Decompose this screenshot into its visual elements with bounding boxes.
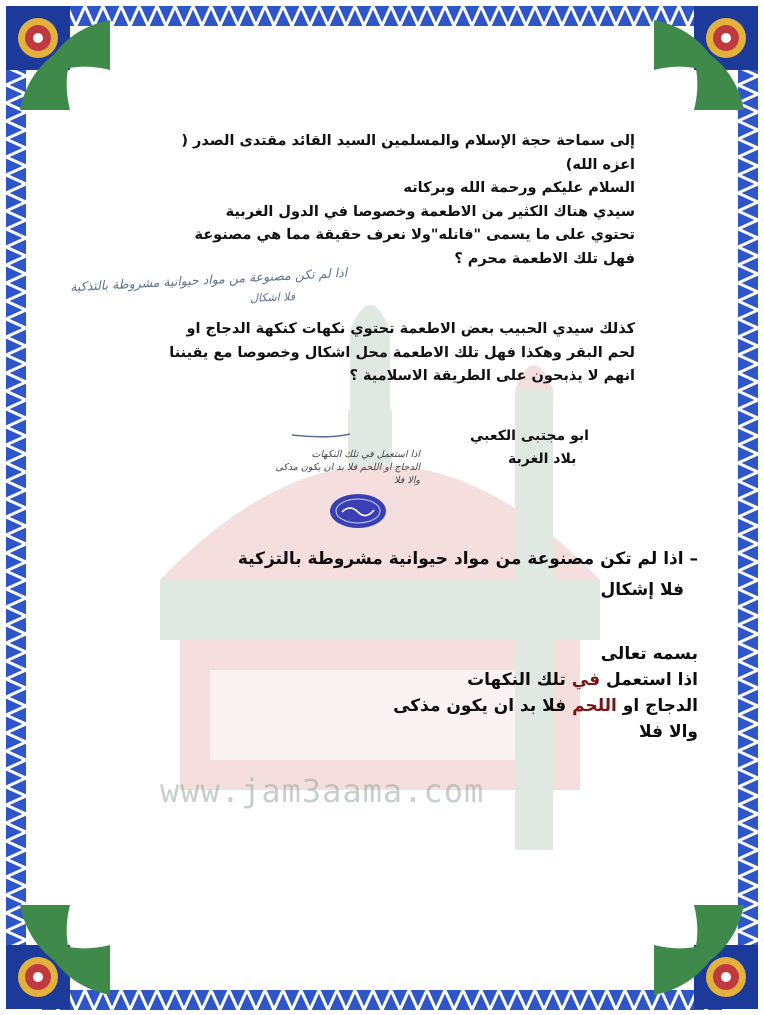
- answer-line: والا فلا: [638, 722, 698, 742]
- answer-fragment-highlight: اللحم: [572, 696, 617, 716]
- answer-line: [340, 667, 698, 693]
- answer-line: [340, 693, 698, 719]
- answer-fragment: اذا استعمل: [600, 670, 698, 690]
- letter-line: كذلك سيدي الحبيب بعض الاطعمة تحتوي نكهات كنكهة الدجاج او: [186, 321, 635, 337]
- typed-answer-1: [180, 544, 698, 606]
- handwritten-reply-line: اذا لم تكن مصنوعة من مواد حيوانية مشروطة بالتذكية: [69, 264, 348, 295]
- letter-line: لحم البقر وهكذا فهل تلك الاطعمة محل اشكال وخصوصا مع يقيننا: [169, 344, 635, 361]
- answer-line: – اذا لم تكن مصنوعة من مواد حيوانية مشروطة بالتزكية: [237, 549, 698, 569]
- frame-left-border: [6, 40, 26, 975]
- note-line: اذا استعمل في تلك النكهات: [311, 449, 420, 460]
- frame-right-border: [738, 40, 758, 975]
- letter-line: تحتوي على ما يسمى "فانله"ولا نعرف حقيقة مما هي مصنوعة: [194, 227, 635, 243]
- letter-line: سيدي هناك الكثير من الاطعمة وخصوصا في الدول الغربية: [225, 203, 635, 220]
- official-seal: [328, 492, 388, 530]
- note-line: والا فلا: [394, 475, 420, 486]
- letter-line: السلام عليكم ورحمة الله وبركاته: [403, 180, 635, 196]
- answer-fragment: فلا بد ان يكون مذكى: [393, 696, 573, 716]
- handwritten-reply-line: فلا اشكال: [249, 290, 296, 305]
- frame-bottom-border: [40, 990, 724, 1010]
- frame-top-border: [40, 6, 724, 26]
- typed-answer-2: [340, 641, 698, 745]
- note-line: الدجاج او اللحم فلا بد ان يكون مذكى: [275, 462, 420, 473]
- corner-ornament-bottom-left: [0, 895, 120, 1015]
- answer-line: فلا إشكال: [600, 580, 684, 600]
- letter-question-1: [115, 130, 635, 271]
- answer-fragment-highlight: في: [571, 670, 601, 690]
- sender-name: ابو مجتبى الكعبي: [470, 428, 589, 444]
- letter-question-2: [115, 318, 635, 389]
- answer-fragment: الدجاج او: [616, 696, 698, 716]
- corner-ornament-top-left: [0, 0, 120, 120]
- watermark-url: www.jam3aama.com: [160, 772, 485, 810]
- corner-ornament-bottom-right: [644, 895, 764, 1015]
- answer-heading: بسمه تعالى: [600, 644, 698, 664]
- sender-place: بلاد الغربة: [508, 451, 577, 467]
- letter-line: اعزه الله): [565, 156, 635, 173]
- handwritten-signoff-stroke: [290, 425, 370, 443]
- letter-line: فهل تلك الاطعمة محرم ؟: [454, 250, 635, 267]
- answer-fragment: تلك النكهات: [467, 670, 572, 690]
- letter-line: إلى سماحة حجة الإسلام والمسلمين السيد القائد مقتدى الصدر (: [181, 133, 635, 149]
- letter-line: انهم لا يذبحون على الطريقة الاسلامية ؟: [349, 368, 635, 384]
- corner-ornament-top-right: [644, 0, 764, 120]
- handwritten-note: [230, 448, 420, 487]
